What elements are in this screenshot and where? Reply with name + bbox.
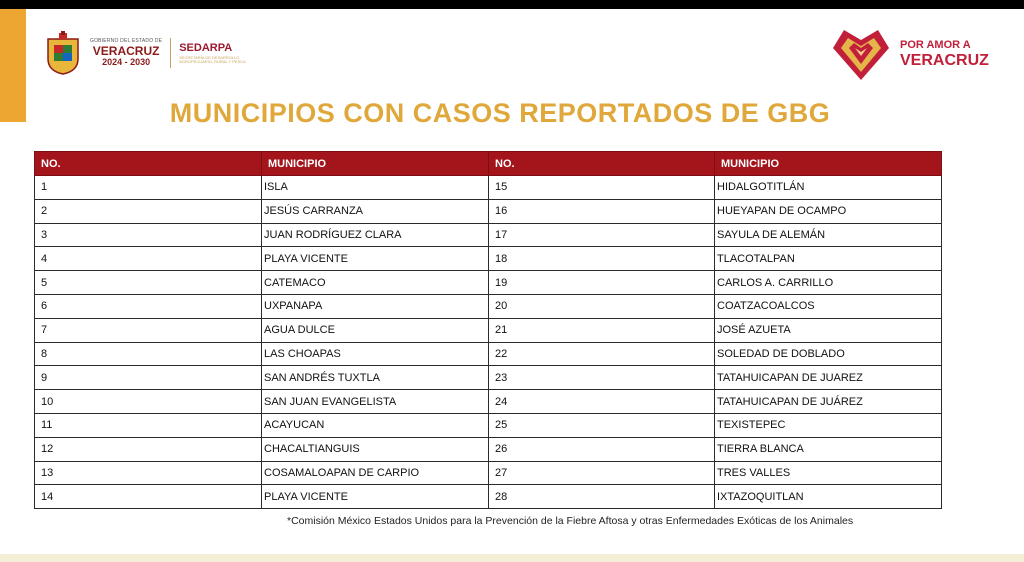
municipio-left: AGUA DULCE xyxy=(262,318,489,342)
row-number-right: 25 xyxy=(489,413,715,437)
row-number-right: 27 xyxy=(489,461,715,485)
top-bar xyxy=(0,0,1024,9)
row-number-right: 26 xyxy=(489,437,715,461)
municipio-right: TATAHUICAPAN DE JUÁREZ xyxy=(715,390,942,414)
row-number-right: 15 xyxy=(489,176,715,200)
brand-tagline-bottom: VERACRUZ xyxy=(900,51,989,69)
row-number-right: 17 xyxy=(489,223,715,247)
header-municipio-right: MUNICIPIO xyxy=(715,152,942,176)
row-number-left: 3 xyxy=(35,223,262,247)
row-number-left: 13 xyxy=(35,461,262,485)
row-number-right: 22 xyxy=(489,342,715,366)
table-row xyxy=(35,247,942,271)
table-row xyxy=(35,366,942,390)
municipio-left: SAN ANDRÉS TUXTLA xyxy=(262,366,489,390)
municipio-left: SAN JUAN EVANGELISTA xyxy=(262,390,489,414)
heart-logo-icon xyxy=(830,26,892,82)
municipio-right: TATAHUICAPAN DE JUAREZ xyxy=(715,366,942,390)
municipio-right: COATZACOALCOS xyxy=(715,294,942,318)
agency-subtitle: SECRETARÍA DE DESARROLLO AGROPECUARIO, RURAL Y PESCA xyxy=(179,54,246,64)
row-number-left: 5 xyxy=(35,271,262,295)
bottom-strip xyxy=(0,554,1024,562)
row-number-left: 1 xyxy=(35,176,262,200)
table-row xyxy=(35,223,942,247)
row-number-left: 4 xyxy=(35,247,262,271)
row-number-left: 12 xyxy=(35,437,262,461)
row-number-right: 28 xyxy=(489,485,715,509)
table-row xyxy=(35,271,942,295)
municipio-left: CATEMACO xyxy=(262,271,489,295)
municipio-right: IXTAZOQUITLAN xyxy=(715,485,942,509)
row-number-right: 20 xyxy=(489,294,715,318)
government-logo xyxy=(44,30,249,76)
row-number-left: 6 xyxy=(35,294,262,318)
state-seal-icon xyxy=(44,31,82,75)
table-row xyxy=(35,176,942,200)
municipio-right: TEXISTEPEC xyxy=(715,413,942,437)
municipio-left: COSAMALOAPAN DE CARPIO xyxy=(262,461,489,485)
row-number-right: 16 xyxy=(489,199,715,223)
gov-name: VERACRUZ xyxy=(92,44,160,58)
table-row xyxy=(35,199,942,223)
municipio-right: TRES VALLES xyxy=(715,461,942,485)
table-row xyxy=(35,342,942,366)
row-number-right: 18 xyxy=(489,247,715,271)
municipio-left: CHACALTIANGUIS xyxy=(262,437,489,461)
row-number-left: 7 xyxy=(35,318,262,342)
municipio-right: CARLOS A. CARRILLO xyxy=(715,271,942,295)
municipio-left: PLAYA VICENTE xyxy=(262,247,489,271)
row-number-left: 9 xyxy=(35,366,262,390)
municipio-right: JOSÉ AZUETA xyxy=(715,318,942,342)
row-number-right: 19 xyxy=(489,271,715,295)
municipio-right: SAYULA DE ALEMÁN xyxy=(715,223,942,247)
header-no-right: NO. xyxy=(489,152,715,176)
municipio-left: ISLA xyxy=(262,176,489,200)
municipio-right: TLACOTALPAN xyxy=(715,247,942,271)
page-title: MUNICIPIOS CON CASOS REPORTADOS DE GBG xyxy=(169,98,831,128)
table-header-row xyxy=(35,152,942,176)
header-no-left: NO. xyxy=(35,152,262,176)
row-number-left: 11 xyxy=(35,413,262,437)
municipio-right: TIERRA BLANCA xyxy=(715,437,942,461)
logo-divider xyxy=(170,38,171,68)
gov-small-text: GOBIERNO DEL ESTADO DE xyxy=(90,38,163,44)
municipio-right: HUEYAPAN DE OCAMPO xyxy=(715,199,942,223)
municipio-left: LAS CHOAPAS xyxy=(262,342,489,366)
table-row xyxy=(35,390,942,414)
row-number-right: 21 xyxy=(489,318,715,342)
header-municipio-left: MUNICIPIO xyxy=(262,152,489,176)
municipio-left: PLAYA VICENTE xyxy=(262,485,489,509)
municipio-right: HIDALGOTITLÁN xyxy=(715,176,942,200)
municipio-left: ACAYUCAN xyxy=(262,413,489,437)
agency-name: SEDARPA xyxy=(179,41,233,54)
municipio-left: JESÚS CARRANZA xyxy=(262,199,489,223)
table-row xyxy=(35,318,942,342)
row-number-left: 8 xyxy=(35,342,262,366)
row-number-left: 2 xyxy=(35,199,262,223)
brand-tagline-top: POR AMOR A xyxy=(900,38,971,51)
table-row xyxy=(35,461,942,485)
row-number-left: 14 xyxy=(35,485,262,509)
table-row xyxy=(35,485,942,509)
row-number-right: 23 xyxy=(489,366,715,390)
brand-logo xyxy=(830,26,989,82)
table-row xyxy=(35,294,942,318)
municipio-left: JUAN RODRÍGUEZ CLARA xyxy=(262,223,489,247)
table-row xyxy=(35,437,942,461)
municipio-right: SOLEDAD DE DOBLADO xyxy=(715,342,942,366)
municipalities-table xyxy=(34,151,942,509)
row-number-left: 10 xyxy=(35,390,262,414)
footnote: *Comisión México Estados Unidos para la Prevención de la Fiebre Aftosa y otras Enfermedades Exóticas de los Animales xyxy=(287,515,854,527)
gov-years: 2024 - 2030 xyxy=(102,57,151,67)
row-number-right: 24 xyxy=(489,390,715,414)
table-row xyxy=(35,413,942,437)
municipio-left: UXPANAPA xyxy=(262,294,489,318)
